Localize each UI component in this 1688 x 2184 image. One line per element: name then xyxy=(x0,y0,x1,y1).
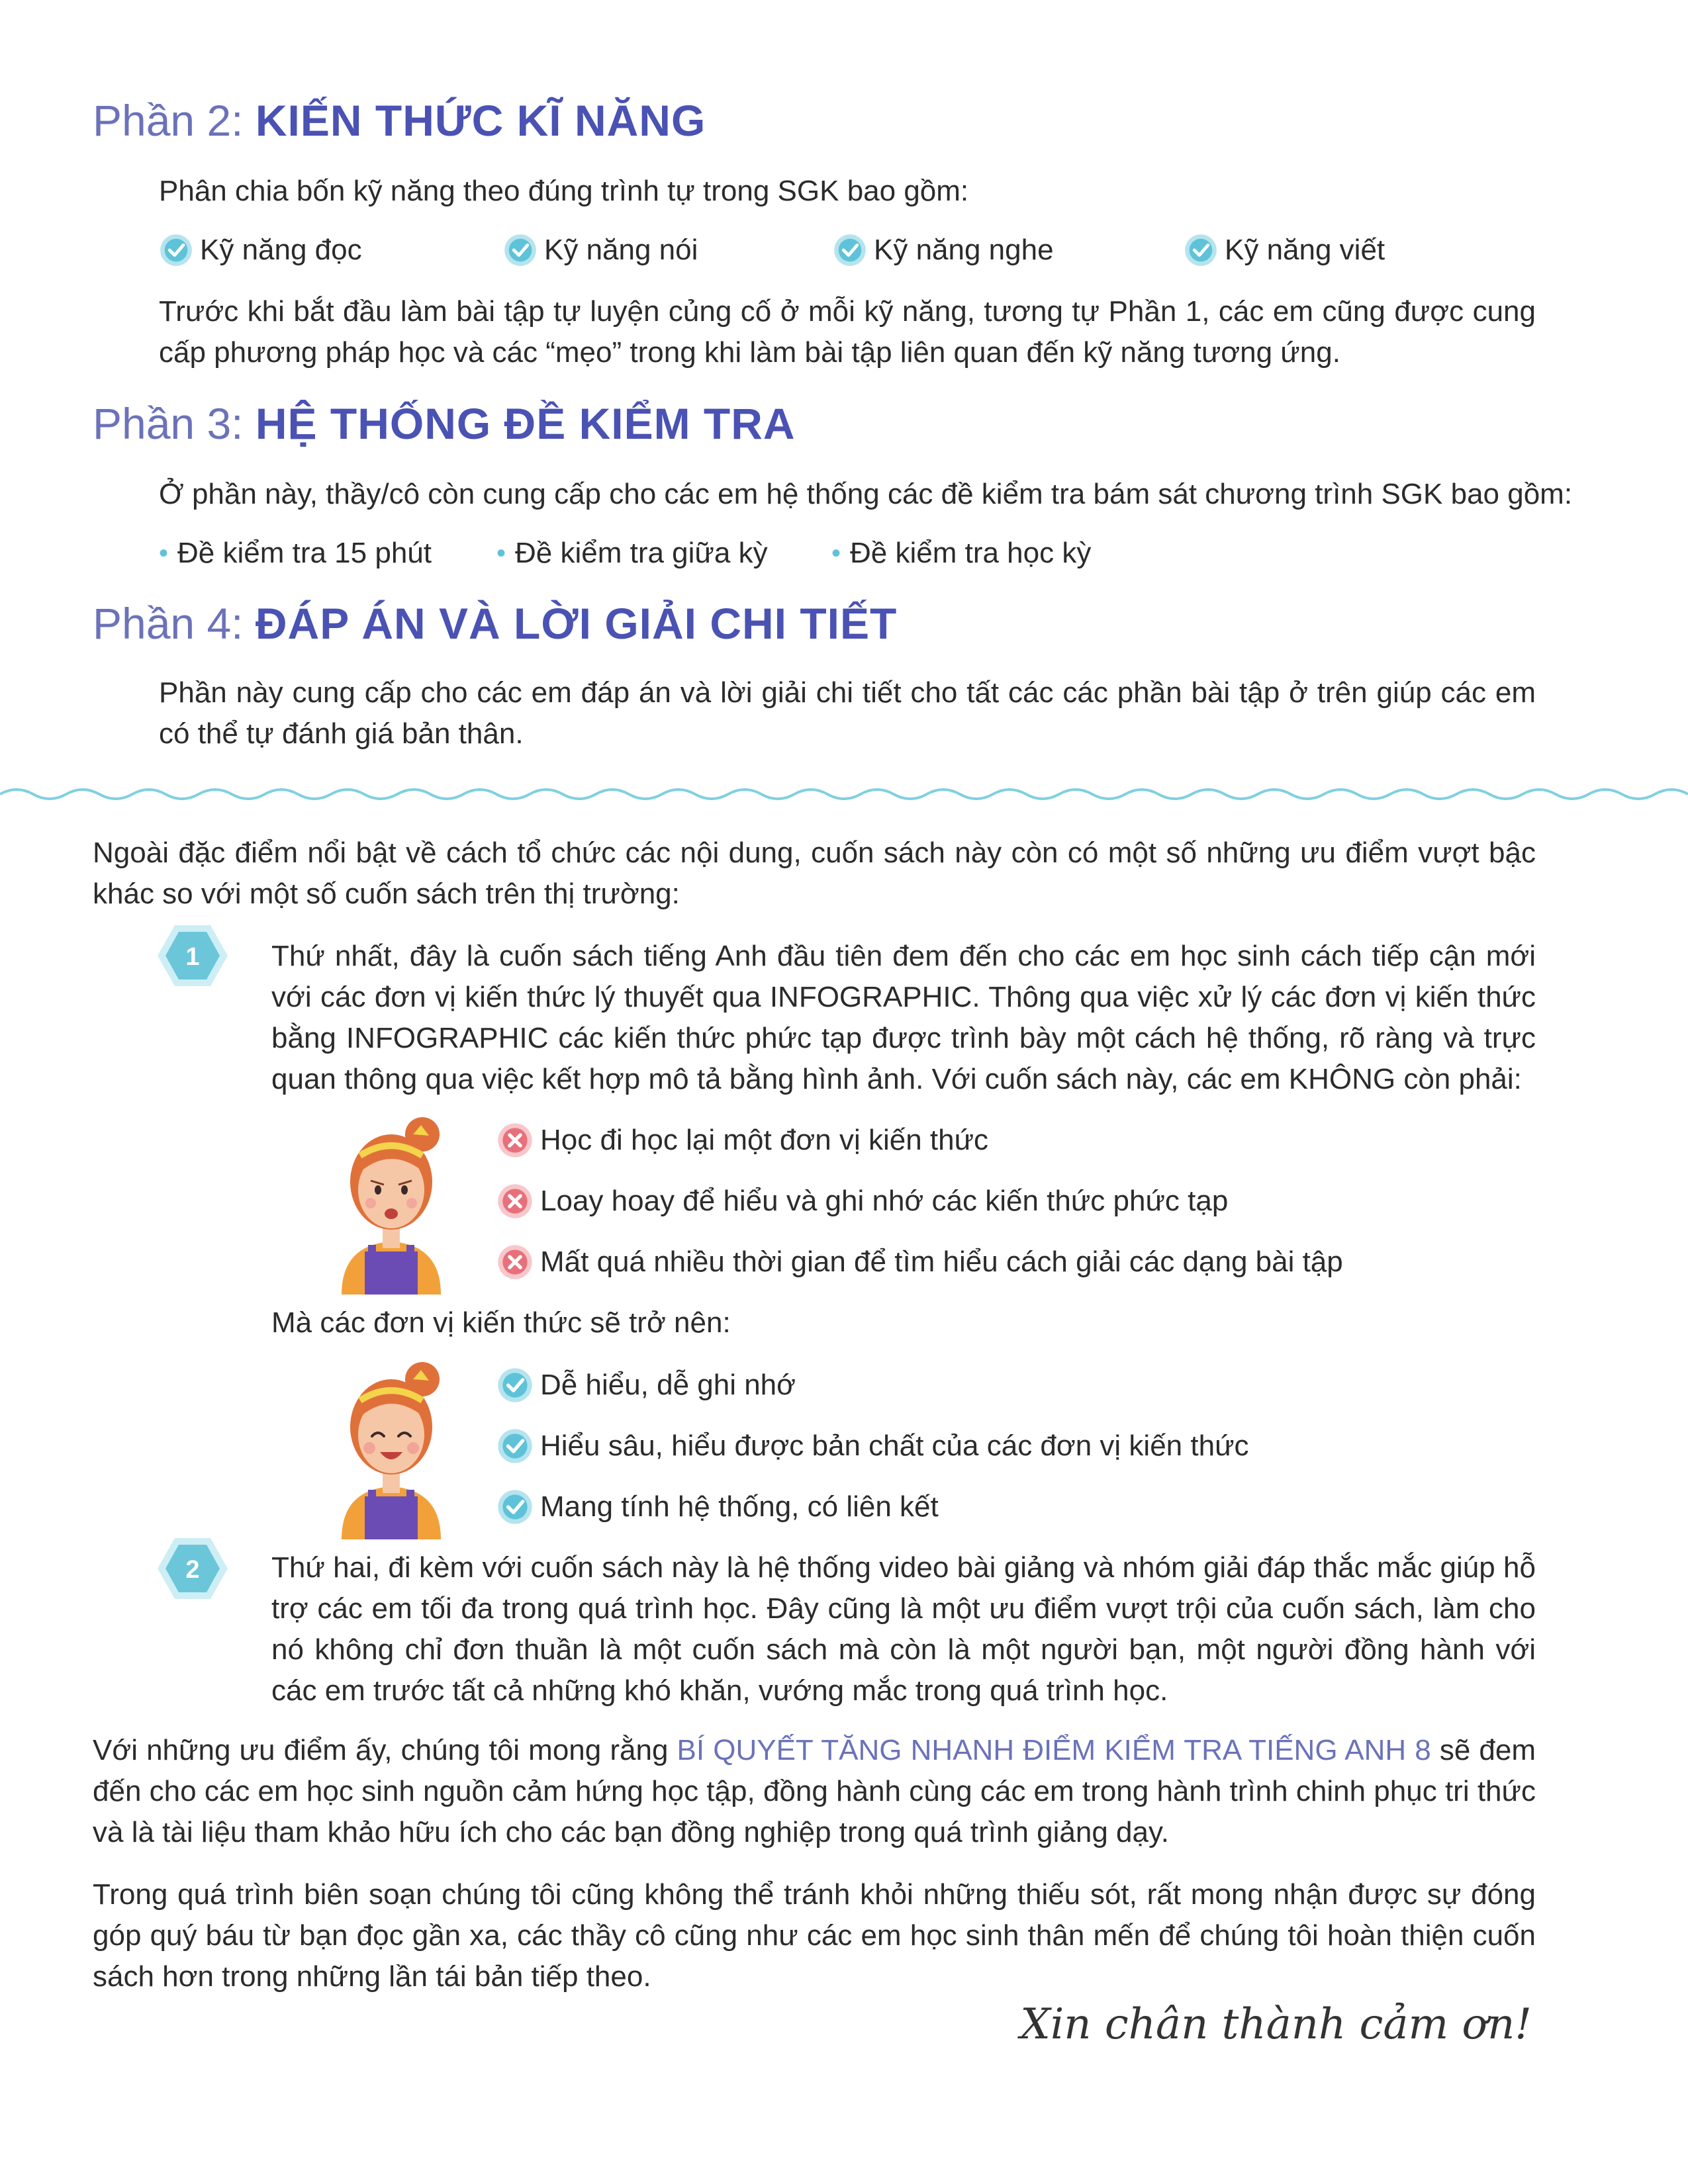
advantage-2-text: Thứ hai, đi kèm với cuốn sách này là hệ thống video bài giảng và nhóm giải đáp thắc mắc giúp hỗ trợ các em tối đa trong quá trình học. Đây cũng là một ưu điểm vượt trội của cuốn sách, làm cho nó không chỉ đơn thuần là một cuốn sách mà còn là một người bạn, một người đồng hành với các em trước tất cả những khó khăn, vướng mắc trong quá trình học. xyxy=(271,1551,1536,1707)
advantages-intro: Ngoài đặc điểm nổi bật về cách tổ chức các nội dung, cuốn sách này còn có một số những ưu điểm vượt bậc khác so với một số cuốn sách trên thị trường: xyxy=(93,837,1536,910)
bullet-icon: • xyxy=(496,539,506,568)
part4-desc: Phần này cung cấp cho các em đáp án và lời giải chi tiết cho tất các các phần bài tập ở trên giúp các em có thể tự đánh giá bản thân. xyxy=(159,676,1536,750)
part2-intro: Phân chia bốn kỹ năng theo đúng trình tự trong SGK bao gồm: xyxy=(159,175,969,207)
positive-item xyxy=(496,1365,796,1406)
cross-icon xyxy=(496,1183,534,1220)
part4-title: ĐÁP ÁN VÀ LỜI GIẢI CHI TIẾT xyxy=(255,599,898,648)
test-item xyxy=(831,533,1091,574)
cross-icon xyxy=(496,1122,534,1159)
negative-label: Mất quá nhiều thời gian để tìm hiểu cách giải các dạng bài tập xyxy=(540,1246,1343,1278)
sad-girl-illustration xyxy=(328,1109,454,1295)
skill-item xyxy=(503,230,698,271)
check-icon xyxy=(1184,233,1218,267)
cross-icon xyxy=(496,1244,534,1281)
part4-label: Phần 4: xyxy=(93,599,244,648)
part3-intro: Ở phần này, thầy/cô còn cung cấp cho các em hệ thống các đề kiểm tra bám sát chương trình SGK bao gồm: xyxy=(159,478,1573,510)
badge-number: 2 xyxy=(185,1556,200,1584)
negative-label: Học đi học lại một đơn vị kiến thức xyxy=(540,1124,989,1156)
part4-heading xyxy=(93,597,897,650)
part2-heading xyxy=(93,94,706,147)
closing-paragraph-2: Trong quá trình biên soạn chúng tôi cũng không thể tránh khỏi những thiếu sót, rất mong nhận được sự đóng góp quý báu từ bạn đọc gần xa, các thầy cô cũng như các em học sinh thân mến để chúng tôi hoàn thiện cuốn sách hơn trong những lần tái bản tiếp theo. xyxy=(93,1878,1536,1993)
skill-label: Kỹ năng đọc xyxy=(200,234,362,266)
skill-item xyxy=(833,230,1054,271)
book-title: BÍ QUYẾT TĂNG NHANH ĐIỂM KIỂM TRA TIẾNG ANH 8 xyxy=(677,1734,1431,1766)
positive-label: Mang tính hệ thống, có liên kết xyxy=(540,1490,939,1523)
test-label: Đề kiểm tra 15 phút xyxy=(177,537,432,569)
part2-label: Phần 2: xyxy=(93,96,244,145)
negative-item xyxy=(496,1242,1343,1283)
check-icon xyxy=(496,1428,534,1465)
skill-label: Kỹ năng nghe xyxy=(874,234,1054,266)
test-label: Đề kiểm tra giữa kỳ xyxy=(515,537,768,569)
test-item xyxy=(159,533,432,574)
check-icon xyxy=(833,233,867,267)
number-badge-2 xyxy=(156,1537,229,1600)
positive-label: Hiểu sâu, hiểu được bản chất của các đơn vị kiến thức xyxy=(540,1430,1249,1462)
test-item xyxy=(496,533,768,574)
skill-item xyxy=(1184,230,1385,271)
advantage-1-text: Thứ nhất, đây là cuốn sách tiếng Anh đầu tiên đem đến cho các em học sinh cách tiếp cận mới với các đơn vị kiến thức lý thuyết qua INFOGRAPHIC. Thông qua việc xử lý các đơn vị kiến thức bằng INFOGRAPHIC các kiến thức phức tạp được trình bày một cách hệ thống, rõ ràng và trực quan thông qua việc kết hợp mô tả bằng hình ảnh. Với cuốn sách này, các em KHÔNG còn phải: xyxy=(271,940,1536,1095)
part3-title: HỆ THỐNG ĐỀ KIỂM TRA xyxy=(255,399,796,448)
wavy-divider xyxy=(0,781,1688,807)
number-badge-1 xyxy=(156,924,229,987)
signature: Xin chân thành cảm ơn! xyxy=(1020,2000,1532,2049)
positive-item xyxy=(496,1426,1249,1467)
part2-desc: Trước khi bắt đầu làm bài tập tự luyện củng cố ở mỗi kỹ năng, tương tự Phần 1, các em cũng được cung cấp phương pháp học và các “mẹo” trong khi làm bài tập liên quan đến kỹ năng tương ứng. xyxy=(159,295,1536,369)
positive-label: Dễ hiểu, dễ ghi nhớ xyxy=(540,1369,796,1401)
bullet-icon: • xyxy=(159,539,169,568)
check-icon xyxy=(159,233,193,267)
skill-label: Kỹ năng nói xyxy=(544,234,698,266)
bullet-icon: • xyxy=(831,539,841,568)
transition-text: Mà các đơn vị kiến thức sẽ trở nên: xyxy=(271,1306,731,1339)
negative-label: Loay hoay để hiểu và ghi nhớ các kiến thức phức tạp xyxy=(540,1185,1229,1217)
check-icon xyxy=(503,233,538,267)
check-icon xyxy=(496,1488,534,1525)
check-icon xyxy=(496,1367,534,1404)
closing-text: sẽ đem đến cho các em học sinh nguồn cảm hứng học tập, đồng hành cùng các em trong hành trình chinh phục tri thức và là tài liệu tham khảo hữu ích cho các bạn đồng nghiệp trong quá trình giảng dạy. xyxy=(93,1734,1536,1848)
test-label: Đề kiểm tra học kỳ xyxy=(850,537,1092,569)
part3-label: Phần 3: xyxy=(93,399,244,448)
positive-item xyxy=(496,1486,939,1527)
negative-item xyxy=(496,1120,988,1161)
badge-number: 1 xyxy=(185,943,200,971)
skill-label: Kỹ năng viết xyxy=(1225,234,1385,266)
happy-girl-illustration xyxy=(328,1354,454,1539)
skill-item xyxy=(159,230,362,271)
negative-item xyxy=(496,1181,1228,1222)
closing-paragraph-1 xyxy=(93,1730,1536,1853)
closing-text: Với những ưu điểm ấy, chúng tôi mong rằng xyxy=(93,1734,677,1766)
part3-heading xyxy=(93,397,796,450)
part2-title: KIẾN THỨC KĨ NĂNG xyxy=(255,96,706,145)
